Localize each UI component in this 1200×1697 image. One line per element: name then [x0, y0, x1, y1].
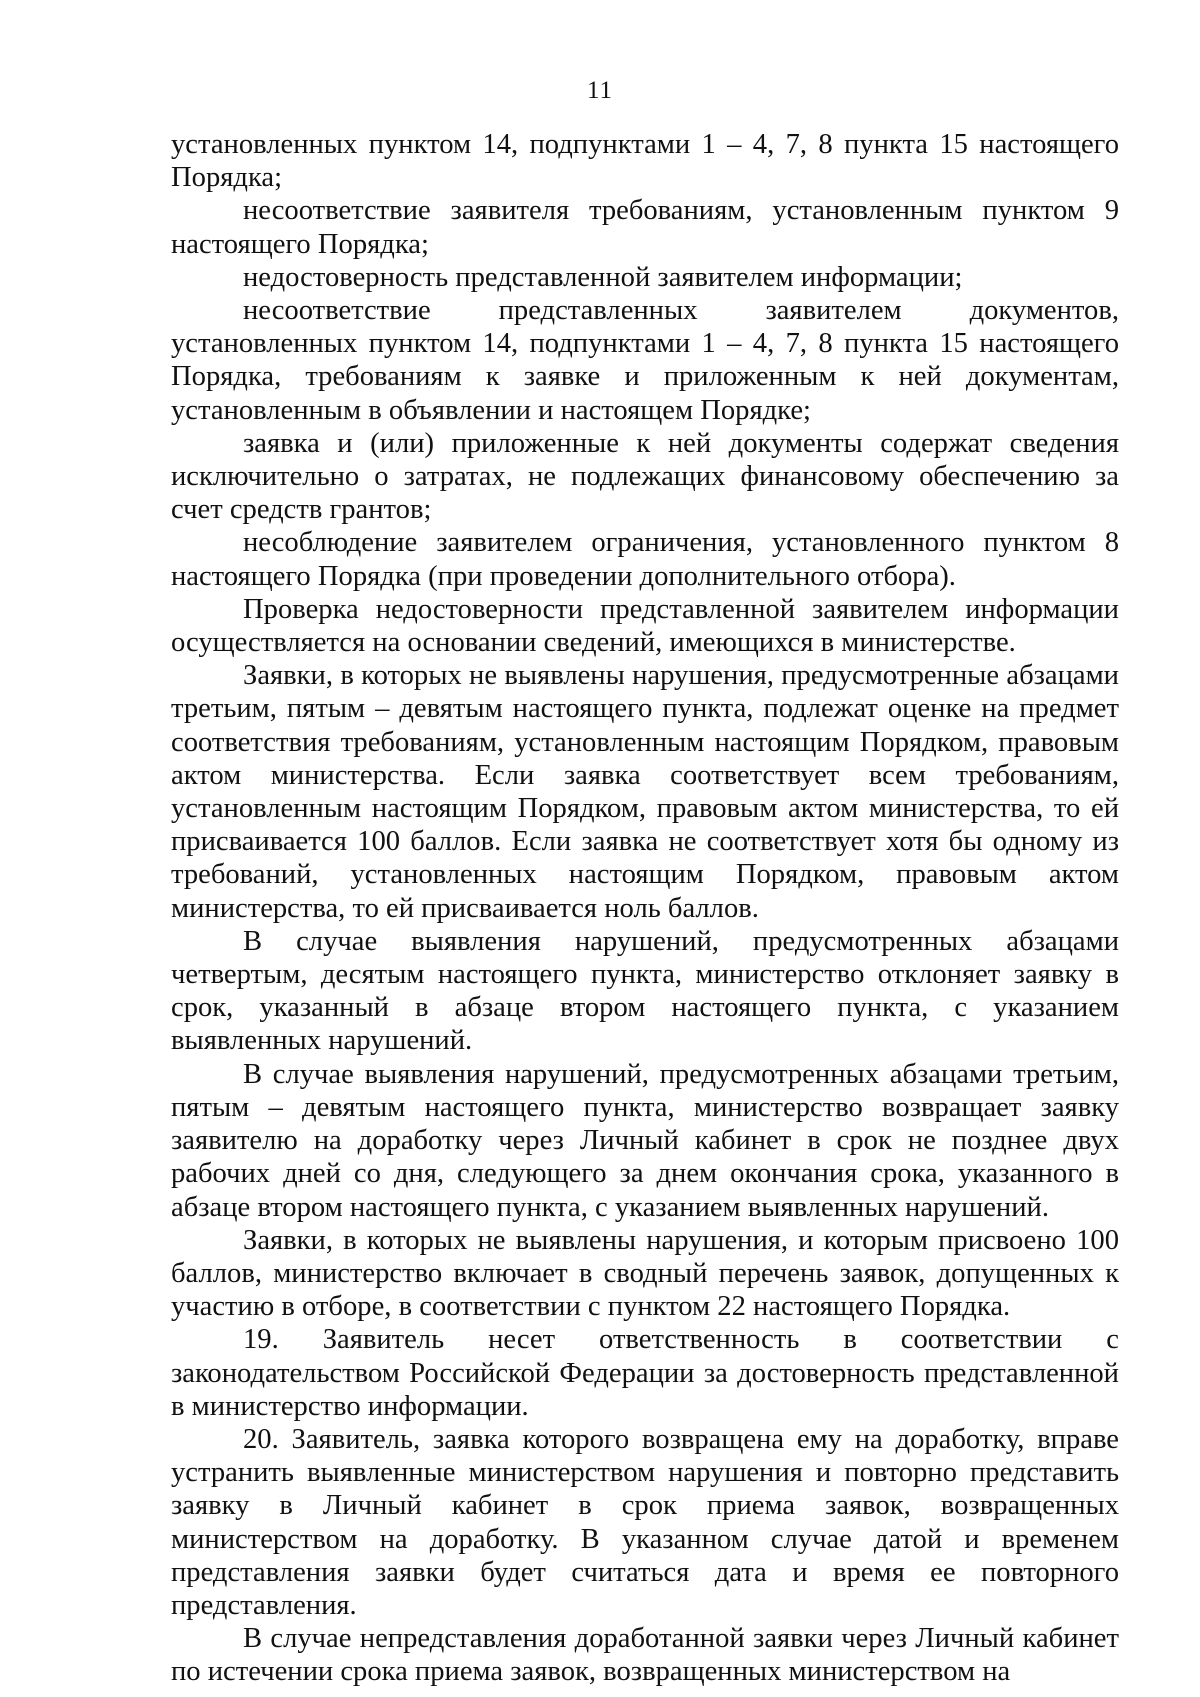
paragraph: недостоверность представленной заявителем информации; [243, 261, 963, 293]
paragraph: несоответствие представленных заявителем документов, установленных пунктом 14, подпунктами 1 – 4, 7, 8 пункта 15 настоящего Порядка, требованиям к заявке и приложенным к ней документам, установленным в объявлении и настоящем Порядке; [171, 295, 1119, 426]
paragraph-item-20: 20. Заявитель, заявка которого возвращена ему на доработку, вправе устранить выявленные министерством нарушения и повторно представить заявку в Личный кабинет в срок приема заявок, возвращенных министерством на доработку. В указанном случае датой и временем представления заявки будет считаться дата и время ее повторного представления. [171, 1423, 1119, 1621]
paragraph: несоответствие заявителя требованиям, установленным пунктом 9 настоящего Порядка; [171, 195, 1119, 260]
paragraph: несоблюдение заявителем ограничения, установленного пунктом 8 настоящего Порядка (при проведении дополнительного отбора). [171, 527, 1119, 592]
paragraph: Заявки, в которых не выявлены нарушения, и которым присвоено 100 баллов, министерство включает в сводный перечень заявок, допущенных к участию в отборе, в соответствии с пунктом 22 настоящего Порядка. [171, 1224, 1119, 1323]
paragraph-item-19: 19. Заявитель несет ответственность в соответствии с законодательством Российской Федерации за достоверность представленной в министерство информации. [171, 1324, 1119, 1422]
document-body [171, 128, 1119, 1689]
paragraph: Заявки, в которых не выявлены нарушения, предусмотренные абзацами третьим, пятым – девятым настоящего пункта, подлежат оценке на предмет соответствия требованиям, установленным настоящим Порядком, правовым актом министерства. Если заявка соответствует всем требованиям, установленным настоящим Порядком, правовым актом министерства, то ей присваивается 100 баллов. Если заявка не соответствует хотя бы одному из требований, установленных настоящим Порядком, правовым актом министерства, то ей присваивается ноль баллов. [171, 660, 1119, 924]
paragraph: В случае непредставления доработанной заявки через Личный кабинет по истечении срока приема заявок, возвращенных министерством на [171, 1623, 1119, 1688]
paragraph: В случае выявления нарушений, предусмотренных абзацами четвертым, десятым настоящего пункта, министерство отклоняет заявку в срок, указанный в абзаце втором настоящего пункта, с указанием выявленных нарушений. [171, 925, 1119, 1057]
paragraph: В случае выявления нарушений, предусмотренных абзацами третьим, пятым – девятым настоящего пункта, министерство возвращает заявку заявителю на доработку через Личный кабинет в срок не позднее двух рабочих дней со дня, следующего за днем окончания срока, указанного в абзаце втором настоящего пункта, с указанием выявленных нарушений. [171, 1058, 1119, 1223]
page-number: 11 [586, 77, 614, 104]
paragraph: Проверка недостоверности представленной заявителем информации осуществляется на основании сведений, имеющихся в министерстве. [171, 593, 1119, 659]
paragraph: заявка и (или) приложенные к ней документы содержат сведения исключительно о затратах, не подлежащих финансовому обеспечению за счет средств грантов; [171, 427, 1119, 526]
paragraph-continuation: установленных пунктом 14, подпунктами 1 – 4, 7, 8 пункта 15 настоящего Порядка; [171, 129, 1119, 194]
